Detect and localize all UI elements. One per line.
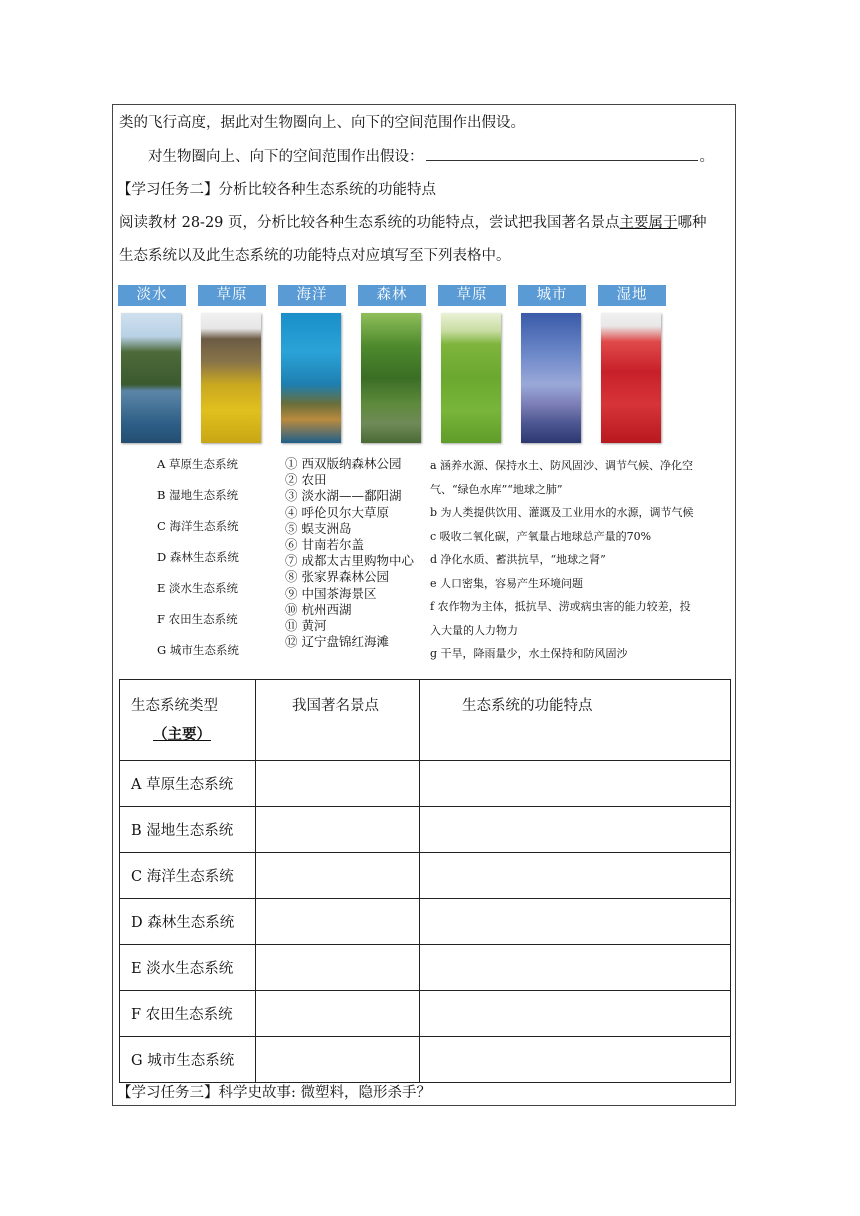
hypothesis-blank[interactable] bbox=[426, 146, 698, 161]
feature-item: 入大量的人力物力 bbox=[430, 623, 518, 637]
answer-table bbox=[119, 679, 731, 1083]
hypothesis-prompt bbox=[148, 146, 714, 167]
row-type: B 湿地生态系统 bbox=[120, 807, 256, 853]
site-answer-cell[interactable] bbox=[256, 991, 420, 1037]
instruction-text-a: 阅读教材 28-29 页，分析比较各种生态系统的功能特点，尝试把我国著名景点 bbox=[119, 215, 620, 231]
feature-answer-cell[interactable] bbox=[420, 807, 731, 853]
task2-heading: 【学习任务二】分析比较各种生态系统的功能特点 bbox=[117, 182, 436, 198]
city-skyline-photo bbox=[521, 313, 581, 443]
ecosystem-item: F 农田生态系统 bbox=[157, 612, 238, 626]
table-row bbox=[120, 807, 731, 853]
site-answer-cell[interactable] bbox=[256, 761, 420, 807]
photo-label: 湿地 bbox=[598, 285, 666, 306]
ecosystem-item: C 海洋生态系统 bbox=[157, 519, 239, 533]
site-answer-cell[interactable] bbox=[256, 945, 420, 991]
coral-reef-photo bbox=[281, 313, 341, 443]
header-type-cell bbox=[120, 680, 256, 761]
site-item: ⑥ 甘南若尔盖 bbox=[285, 537, 364, 553]
photo-card-city bbox=[518, 285, 586, 306]
photo-card-grassland-1 bbox=[198, 285, 266, 306]
photo-label: 草原 bbox=[198, 285, 266, 306]
feature-item: d 净化水质、蓄洪抗旱，“地球之肾” bbox=[430, 553, 606, 566]
site-item: ① 西双版纳森林公园 bbox=[285, 456, 402, 471]
feature-answer-cell[interactable] bbox=[420, 945, 731, 991]
header-feature-cell bbox=[420, 680, 731, 761]
instruction-line-2: 生态系统以及此生态系统的功能特点对应填写至下列表格中。 bbox=[119, 248, 511, 264]
table-row bbox=[120, 761, 731, 807]
site-item: ⑪ 黄河 bbox=[285, 618, 327, 634]
instruction-underline: 主要属于 bbox=[619, 215, 678, 231]
ecosystem-item: B 湿地生态系统 bbox=[157, 488, 239, 502]
site-item: ④ 呼伦贝尔大草原 bbox=[285, 504, 389, 520]
photo-label: 草原 bbox=[438, 285, 506, 306]
row-type: G 城市生态系统 bbox=[120, 1037, 256, 1083]
site-answer-cell[interactable] bbox=[256, 1037, 420, 1083]
header-site-cell bbox=[256, 680, 420, 761]
site-answer-cell[interactable] bbox=[256, 853, 420, 899]
site-answer-cell[interactable] bbox=[256, 807, 420, 853]
photo-card-freshwater bbox=[118, 285, 186, 306]
feature-answer-cell[interactable] bbox=[420, 853, 731, 899]
site-list bbox=[285, 456, 414, 650]
site-answer-cell[interactable] bbox=[256, 899, 420, 945]
lake-photo bbox=[121, 313, 181, 443]
row-type: E 淡水生态系统 bbox=[120, 945, 256, 991]
ecosystem-item: D 森林生态系统 bbox=[157, 550, 239, 564]
task3-heading: 【学习任务三】科学史故事: 微塑料，隐形杀手？ bbox=[117, 1085, 431, 1101]
feature-list bbox=[430, 454, 735, 666]
ecosystem-list bbox=[157, 449, 239, 666]
feature-item: c 吸收二氧化碳，产氧量占地球总产量的70% bbox=[430, 529, 652, 543]
grassland-terrace-photo bbox=[201, 313, 261, 443]
header-type-sub: （主要） bbox=[153, 726, 211, 743]
feature-answer-cell[interactable] bbox=[420, 899, 731, 945]
photo-label: 海洋 bbox=[278, 285, 346, 306]
site-item: ⑦ 成都太古里购物中心 bbox=[285, 553, 414, 569]
site-item: ② 农田 bbox=[285, 472, 327, 488]
photo-label: 森林 bbox=[358, 285, 426, 306]
table-row bbox=[120, 899, 731, 945]
instruction-line-1 bbox=[119, 213, 707, 233]
header-type: 生态系统类型 bbox=[131, 698, 218, 714]
photo-card-forest bbox=[358, 285, 426, 306]
site-item: ⑨ 中国茶海景区 bbox=[285, 585, 377, 601]
site-item: ⑧ 张家界森林公园 bbox=[285, 569, 389, 585]
table-row bbox=[120, 991, 731, 1037]
feature-answer-cell[interactable] bbox=[420, 1037, 731, 1083]
hypothesis-label: 对生物圈向上、向下的空间范围作出假设： bbox=[148, 149, 424, 165]
intro-line: 类的飞行高度，据此对生物圈向上、向下的空间范围作出假设。 bbox=[119, 115, 525, 131]
feature-item: g 干旱，降雨量少，水土保持和防风固沙 bbox=[430, 647, 628, 660]
feature-item: f 农作物为主体，抵抗旱、涝或病虫害的能力较差，投 bbox=[430, 600, 691, 613]
feature-item: b 为人类提供饮用、灌溉及工业用水的水源，调节气候 bbox=[430, 506, 694, 519]
site-item: ⑤ 蜈支洲岛 bbox=[285, 520, 352, 536]
table-header-row bbox=[120, 680, 731, 761]
site-item: ⑩ 杭州西湖 bbox=[285, 601, 352, 617]
header-feature: 生态系统的功能特点 bbox=[462, 698, 593, 714]
row-type: C 海洋生态系统 bbox=[120, 853, 256, 899]
row-type: D 森林生态系统 bbox=[120, 899, 256, 945]
grassland-horse-photo bbox=[441, 313, 501, 443]
row-type: A 草原生态系统 bbox=[120, 761, 256, 807]
feature-answer-cell[interactable] bbox=[420, 761, 731, 807]
ecosystem-item: G 城市生态系统 bbox=[157, 643, 239, 657]
photo-label: 城市 bbox=[518, 285, 586, 306]
feature-item: e 人口密集，容易产生环境问题 bbox=[430, 576, 584, 590]
site-item: ⑫ 辽宁盘锦红海滩 bbox=[285, 634, 389, 650]
hypothesis-end: 。 bbox=[699, 149, 714, 165]
photo-label: 淡水 bbox=[118, 285, 186, 306]
instruction-text-b: 哪种 bbox=[677, 215, 707, 231]
red-beach-wetland-photo bbox=[601, 313, 661, 443]
table-row bbox=[120, 853, 731, 899]
row-type: F 农田生态系统 bbox=[120, 991, 256, 1037]
header-site: 我国著名景点 bbox=[292, 698, 379, 714]
feature-item: a 涵养水源、保持水土、防风固沙、调节气候、净化空 bbox=[430, 459, 694, 472]
photo-card-wetland bbox=[598, 285, 666, 306]
photo-card-ocean bbox=[278, 285, 346, 306]
site-item: ③ 淡水湖——鄱阳湖 bbox=[285, 488, 402, 504]
feature-item: 气、“绿色水库”“地球之肺” bbox=[430, 482, 563, 496]
ecosystem-item: A 草原生态系统 bbox=[157, 457, 238, 471]
forest-photo bbox=[361, 313, 421, 443]
ecosystem-item: E 淡水生态系统 bbox=[157, 581, 239, 595]
photo-card-grassland-2 bbox=[438, 285, 506, 306]
feature-answer-cell[interactable] bbox=[420, 991, 731, 1037]
table-row bbox=[120, 945, 731, 991]
table-row bbox=[120, 1037, 731, 1083]
